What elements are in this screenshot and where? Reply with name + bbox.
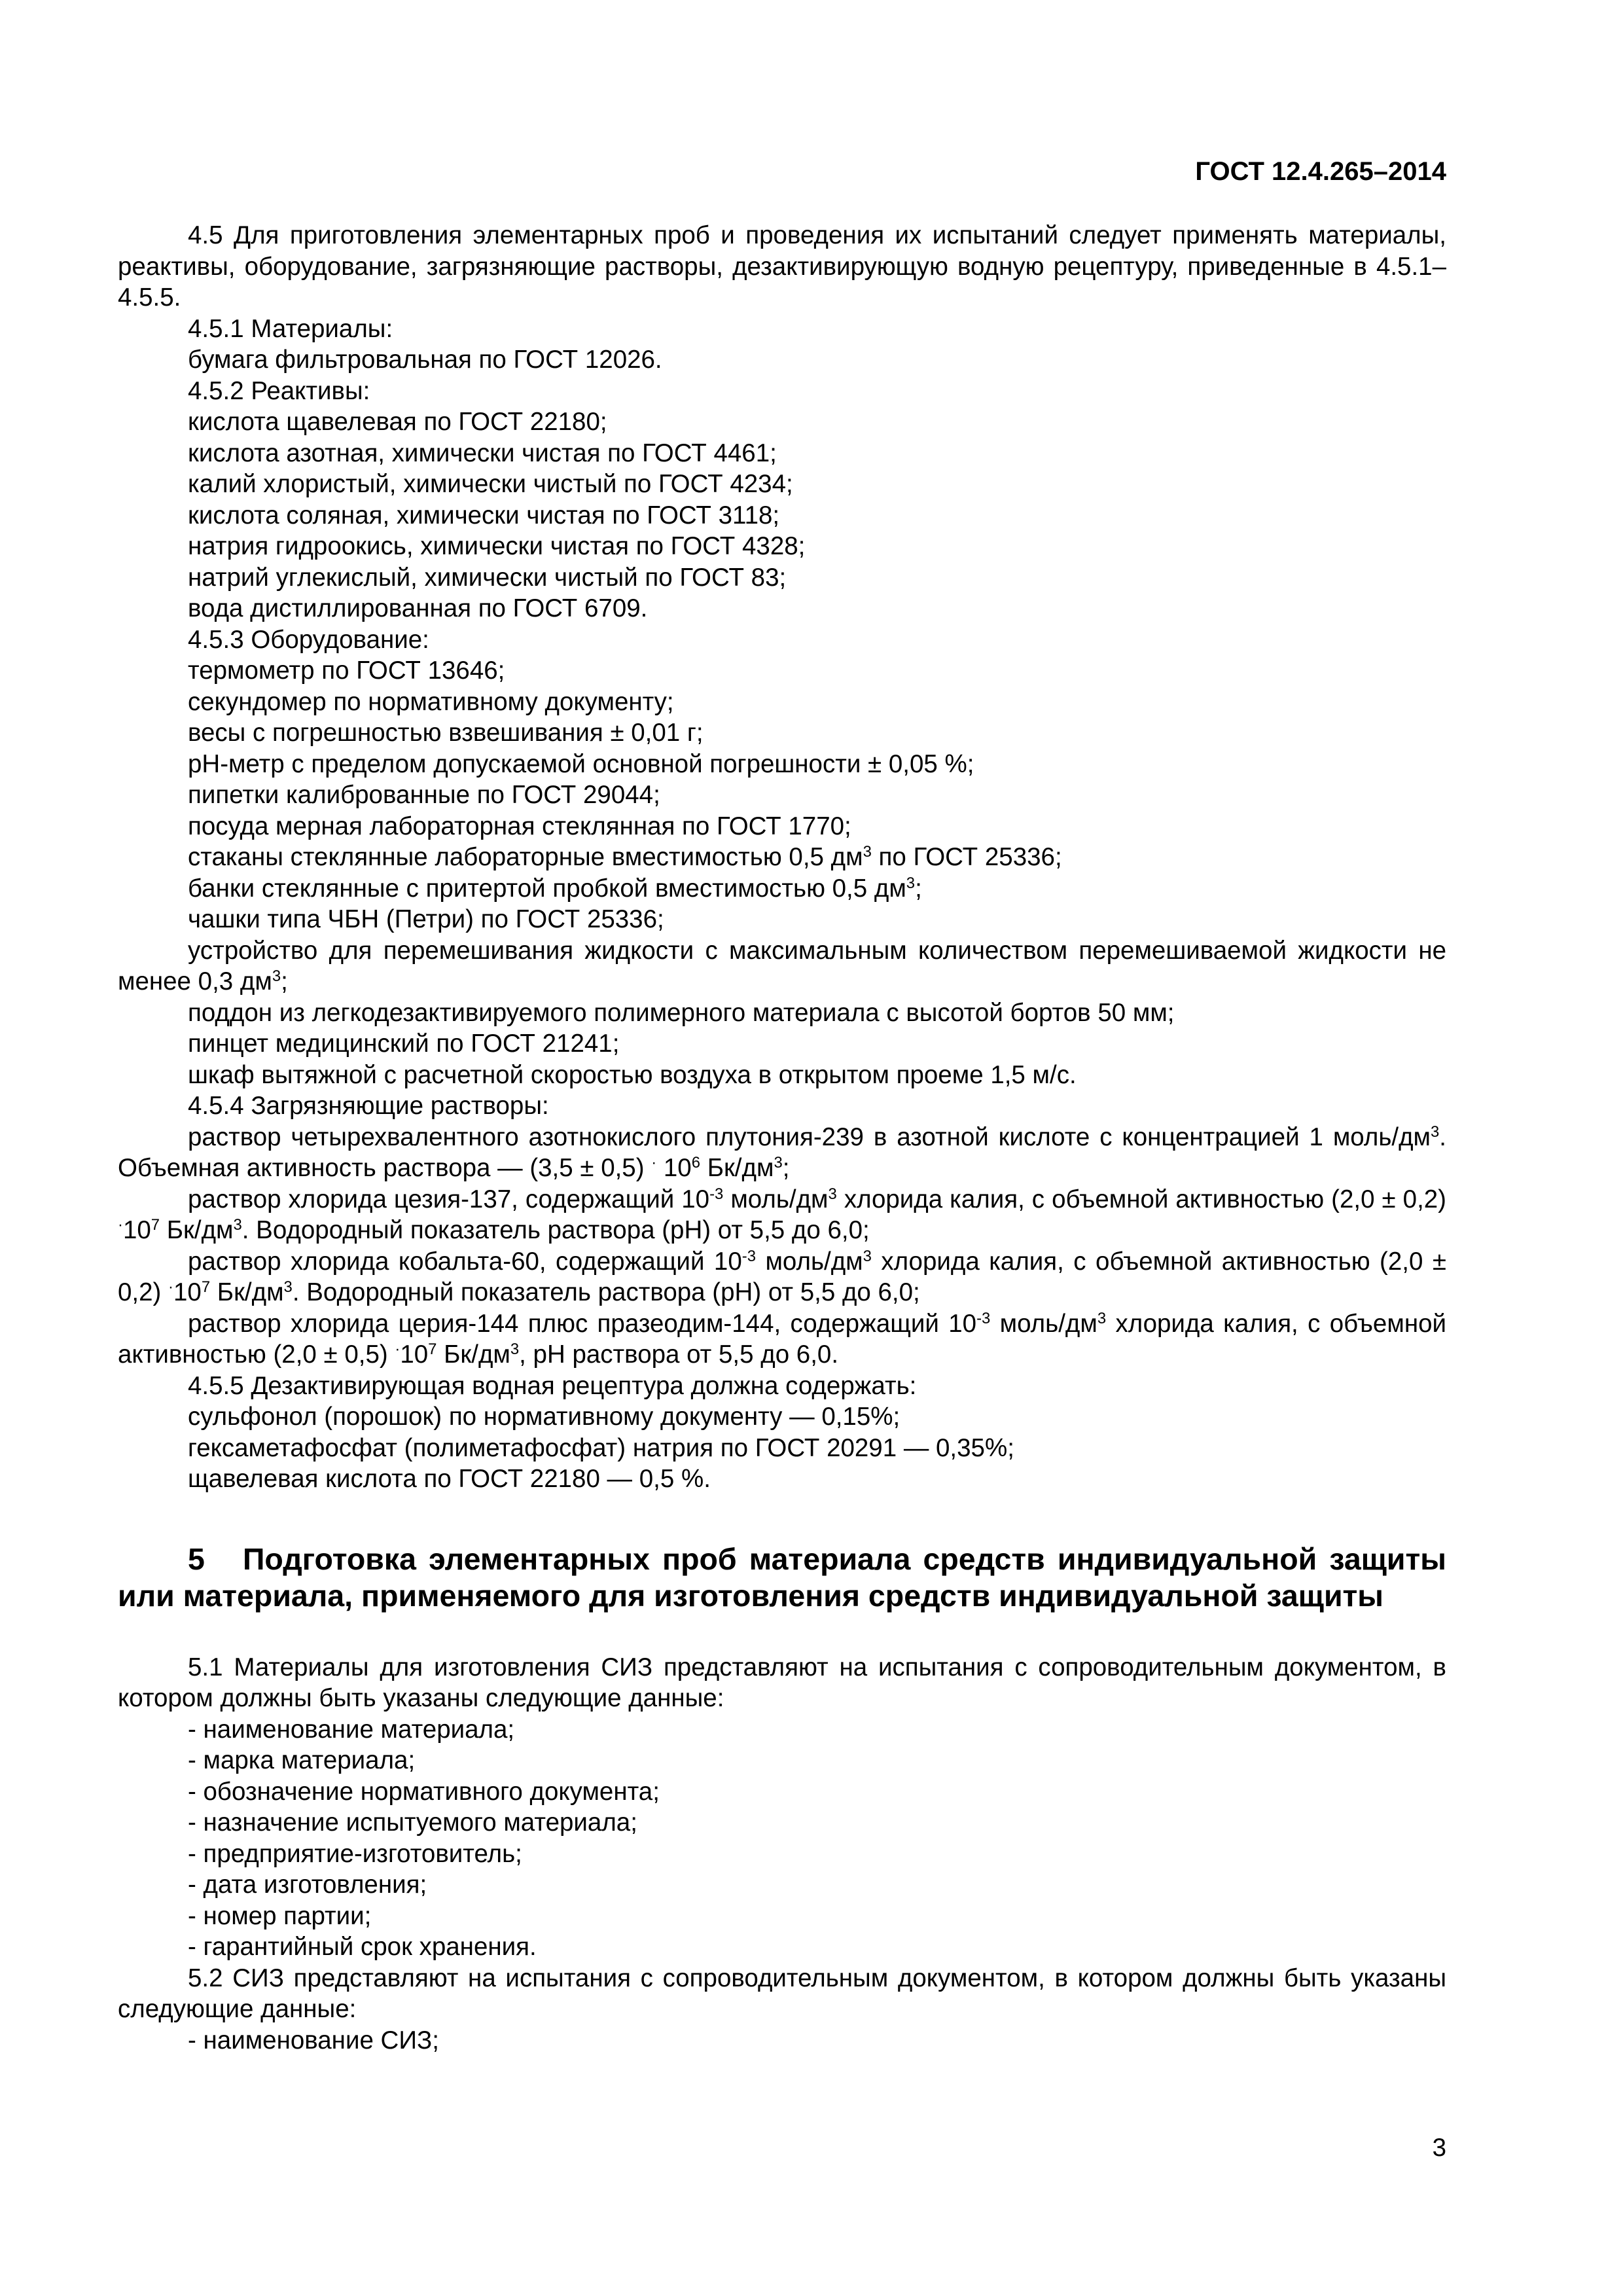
text: раствор четырехвалентного азотнокислого плутония-239 в азотной кислоте с концентрацией 1 моль/дм [188,1122,1431,1151]
text: . Водородный показатель раствора (рН) от 5,5 до 6,0; [241,1216,870,1244]
superscript: · [168,1278,173,1296]
list-item: натрий углекислый, химически чистый по ГОСТ 83; [188,563,787,592]
document-body [118,220,1446,2056]
text: банки стеклянные с притертой пробкой вместимостью 0,5 дм [188,874,906,903]
list-item: - марка материала; [188,1746,416,1774]
section-5-heading [118,1541,1446,1614]
text: 10 [400,1340,429,1369]
text: Бк/дм [160,1216,234,1244]
list-item: - назначение испытуемого материала; [188,1808,637,1837]
text: моль/дм [723,1185,829,1213]
section-number: 5 [188,1541,205,1576]
superscript: 7 [151,1215,160,1234]
superscript: -3 [709,1185,724,1203]
superscript: · [118,1215,123,1234]
list-item: пипетки калиброванные по ГОСТ 29044; [188,781,660,809]
solution-cobalt [118,1246,1446,1308]
list-item-jars [118,873,1446,905]
paragraph-4-5: 4.5 Для приготовления элементарных проб и проведения их испытаний следует применять материалы, реактивы, оборудование, загрязняющие растворы, дезактивирующую водную рецептуру, приведенные в 4.5.1–4.5.5. [118,221,1446,312]
text: раствор хлорида кобальта-60, содержащий 10 [188,1247,742,1276]
superscript: -3 [741,1247,756,1265]
superscript: 6 [691,1153,700,1172]
superscript: · [651,1153,657,1172]
list-item: поддон из легкодезактивируемого полимерного материала с высотой бортов 50 мм; [188,998,1175,1027]
text: моль/дм [755,1247,863,1276]
list-item: - наименование материала; [188,1715,515,1744]
list-item: посуда мерная лабораторная стеклянная по ГОСТ 1770; [188,812,851,840]
superscript: 3 [272,967,281,985]
solution-plutonium [118,1122,1446,1184]
list-item: щавелевая кислота по ГОСТ 22180 — 0,5 %. [188,1465,711,1493]
list-item: натрия гидроокись, химически чистая по ГОСТ 4328; [188,532,806,560]
solution-cesium [118,1184,1446,1246]
list-item: кислота щавелевая по ГОСТ 22180; [188,408,607,436]
text: 10 [173,1278,202,1306]
heading-4-5-4: 4.5.4 Загрязняющие растворы: [188,1092,549,1120]
text: по ГОСТ 25336; [871,843,1062,871]
superscript: 3 [863,842,872,861]
list-item: вода дистиллированная по ГОСТ 6709. [188,594,648,622]
list-item: кислота соляная, химически чистая по ГОСТ 3118; [188,501,780,529]
text: устройство для перемешивания жидкости с максимальным количеством перемешиваемой жидкости не менее 0,3 дм [118,936,1446,996]
list-item: - гарантийный срок хранения. [188,1933,537,1961]
text: стаканы стеклянные лабораторные вместимостью 0,5 дм [188,843,863,871]
superscript: -3 [976,1309,991,1327]
list-item: калий хлористый, химически чистый по ГОСТ 4234; [188,470,793,498]
list-item: бумага фильтровальная по ГОСТ 12026. [188,346,662,374]
text: раствор хлорида цезия-137, содержащий 10 [188,1185,710,1213]
list-item: - обозначение нормативного документа; [188,1777,660,1806]
list-item: пинцет медицинский по ГОСТ 21241; [188,1030,620,1058]
heading-4-5-2: 4.5.2 Реактивы: [188,376,370,405]
heading-4-5-1: 4.5.1 Материалы: [188,314,393,343]
list-item: термометр по ГОСТ 13646; [188,656,505,685]
list-item: - предприятие-изготовитель; [188,1839,522,1868]
list-item: - дата изготовления; [188,1871,427,1899]
text: ; [281,967,288,996]
superscript: 7 [428,1340,437,1358]
list-item-mixer [118,935,1446,997]
superscript: 3 [283,1278,293,1296]
superscript: · [395,1340,401,1358]
list-item: чашки типа ЧБН (Петри) по ГОСТ 25336; [188,905,664,933]
superscript: 3 [233,1215,242,1234]
superscript: 7 [201,1278,211,1296]
list-item: гексаметафосфат (полиметафосфат) натрия по ГОСТ 20291 — 0,35%; [188,1433,1014,1462]
text: раствор хлорида церия-144 плюс празеодим-144, содержащий 10 [188,1309,977,1338]
solution-cerium [118,1308,1446,1371]
text: . Объемная активность раствора — (3,5 ± 0,5) [118,1122,1446,1182]
heading-4-5-5: 4.5.5 Дезактивирующая водная рецептура должна содержать: [188,1371,917,1400]
list-item: сульфонол (порошок) по нормативному документу — 0,15%; [188,1403,901,1431]
superscript: 3 [863,1247,872,1265]
text: Бк/дм [700,1154,774,1182]
text: хлорида калия, с объемной активностью (2,0 ± 0,5) [118,1309,1446,1369]
text: хлорида калия, с объемной активностью (2,0 ± 0,2) [118,1247,1446,1306]
list-item: весы с погрешностью взвешивания ± 0,01 г; [188,719,704,747]
superscript: 3 [510,1340,520,1358]
section-title: Подготовка элементарных проб материала средств индивидуальной защиты или материала, применяемого для изготовления средств индивидуальной защиты [118,1541,1446,1613]
superscript: 3 [774,1153,783,1172]
text: ; [782,1154,790,1182]
text: 10 [656,1154,692,1182]
page-number: 3 [1432,2134,1446,2162]
list-item: рН-метр с пределом допускаемой основной погрешности ± 0,05 %; [188,749,974,778]
superscript: 3 [1431,1122,1440,1141]
superscript: 3 [906,874,916,892]
paragraph-5-2: 5.2 СИЗ представляют на испытания с сопроводительным документом, в котором должны быть указаны следующие данные: [118,1964,1446,2023]
list-item: - наименование СИЗ; [188,2026,439,2054]
list-item: секундомер по нормативному документу; [188,687,674,716]
text: 10 [122,1216,151,1244]
text: моль/дм [990,1309,1097,1338]
text: Бк/дм [210,1278,284,1306]
text: Бк/дм [437,1340,510,1369]
list-item: шкаф вытяжной с расчетной скоростью воздуха в открытом проеме 1,5 м/с. [188,1060,1077,1089]
superscript: 3 [1097,1309,1107,1327]
list-item: кислота азотная, химически чистая по ГОСТ 4461; [188,439,777,467]
text: . Водородный показатель раствора (рН) от 5,5 до 6,0; [292,1278,920,1306]
text: , рН раствора от 5,5 до 6,0. [519,1340,839,1369]
heading-4-5-3: 4.5.3 Оборудование: [188,625,429,654]
text: ; [915,874,922,903]
document-header: ГОСТ 12.4.265–2014 [1195,157,1446,186]
superscript: 3 [828,1185,837,1203]
paragraph-5-1: 5.1 Материалы для изготовления СИЗ представляют на испытания с сопроводительным документом, в котором должны быть указаны следующие данные: [118,1653,1446,1712]
list-item: - номер партии; [188,1901,372,1930]
list-item-beakers [118,842,1446,873]
text: хлорида калия, с объемной активностью (2,0 ± 0,2) [836,1185,1446,1213]
